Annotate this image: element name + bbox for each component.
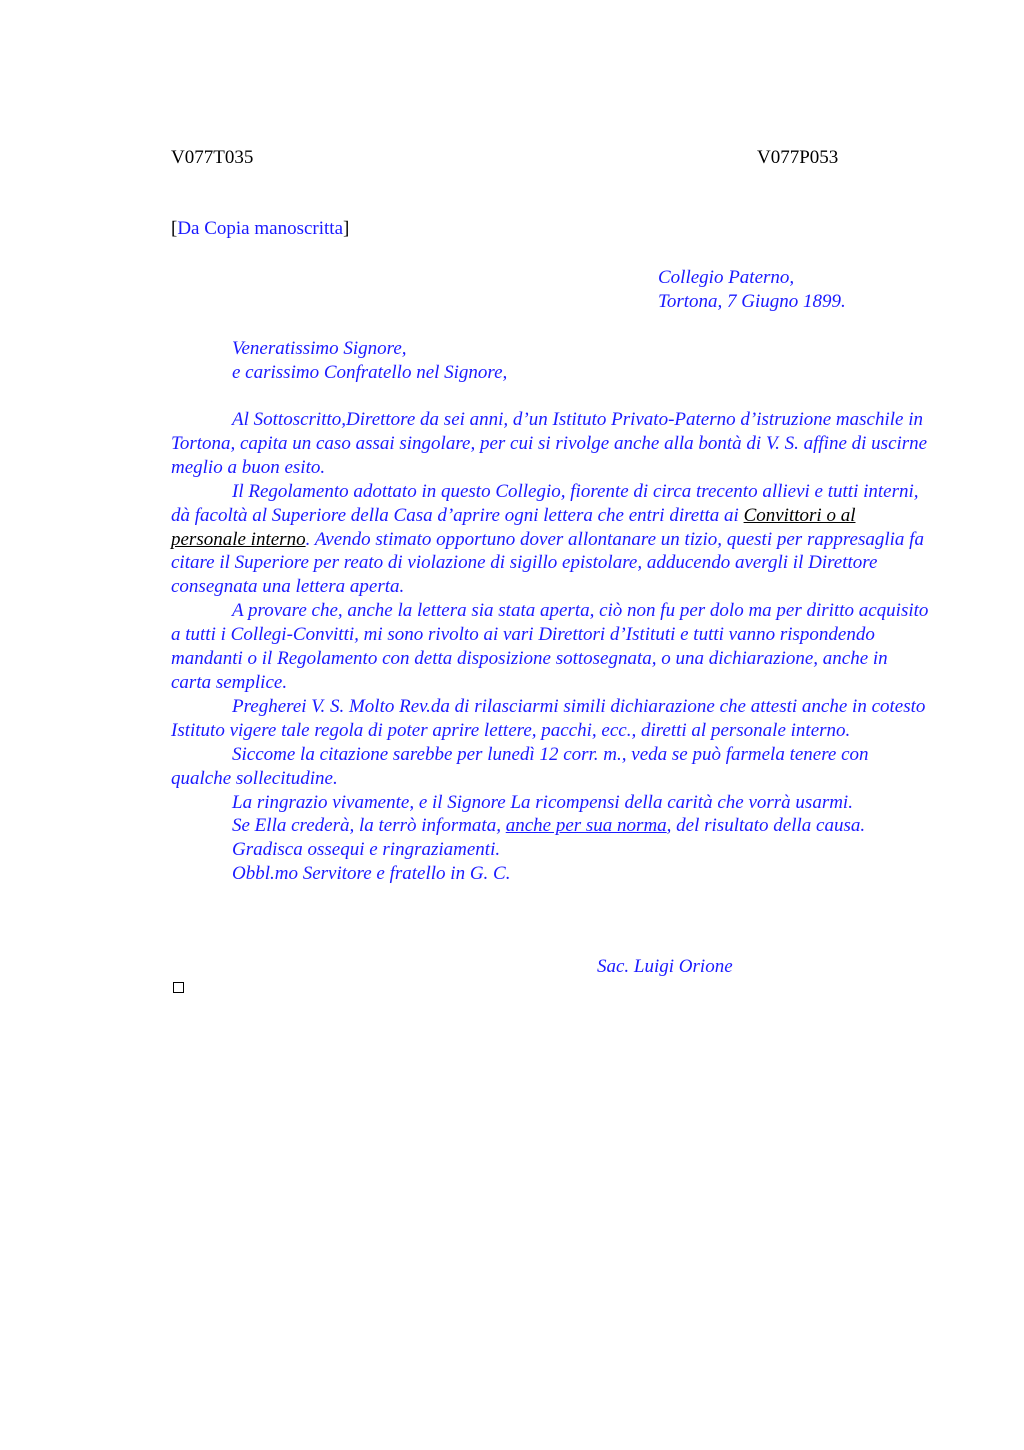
source-close-bracket: ] <box>343 218 350 239</box>
salutation-line-2: e carissimo Confratello nel Signore, <box>232 362 508 383</box>
letter-body <box>171 408 931 886</box>
empty-square-icon <box>173 982 184 993</box>
source-open-bracket: [ <box>171 218 178 239</box>
underlined-phrase-norma: anche per sua norma <box>505 815 667 837</box>
body-paragraph-7 <box>171 814 931 838</box>
place-line: Collegio Paterno, <box>658 267 795 288</box>
body-paragraph-2-end: . Avendo stimato opportuno dover allontanare un tizio, questi per rappresaglia fa citare il Superiore per reato di violazione di sigillo epistolare, adducendo avergli il Direttore consegnata una lettera aperta. <box>171 528 924 598</box>
body-paragraph-5: Siccome la citazione sarebbe per lunedì 12 corr. m., veda se può farmela tenere con qualche sollecitudine. <box>171 743 869 789</box>
signature: Sac. Luigi Orione <box>597 956 733 977</box>
date-line: Tortona, 7 Giugno 1899. <box>658 291 846 312</box>
source-text: Da Copia manoscritta <box>177 218 344 239</box>
underlined-phrase-convittori: Convittori o al personale interno <box>171 504 856 550</box>
document-code-left: V077T035 <box>171 147 254 168</box>
place-date <box>658 266 846 314</box>
letter-page <box>171 0 931 1450</box>
body-paragraph-2-start: Il Regolamento adottato in questo Collegio, fiorente di circa trecento allievi e tutti interni, dà facoltà al Superiore della Casa d’aprire ogni lettera che entri diretta ai <box>171 480 919 526</box>
body-paragraph-1: Al Sottoscritto,Direttore da sei anni, d’un Istituto Privato-Paterno d’istruzione maschile in Tortona, capita un caso assai singolare, per cui si rivolge anche alla bontà di V. S. affine di uscirne meglio a buon esito. <box>171 409 928 478</box>
body-paragraph-7-end: , del risultato della causa. <box>666 815 866 837</box>
body-paragraph-8: Gradisca ossequi e ringraziamenti. <box>232 839 501 861</box>
body-paragraph-9: Obbl.mo Servitore e fratello in G. C. <box>232 863 511 885</box>
body-paragraph-4: Pregherei V. S. Molto Rev.da di rilasciarmi simili dichiarazione che attesti anche in cotesto Istituto vigere tale regola di poter aprire lettere, pacchi, ecc., diretti al personale interno. <box>171 695 926 741</box>
body-paragraph-6: La ringrazio vivamente, e il Signore La ricompensi della carità che vorrà usarmi. <box>232 791 853 813</box>
salutation-line-1: Veneratissimo Signore, <box>232 338 407 359</box>
document-code-right: V077P053 <box>757 147 839 168</box>
body-paragraph-2 <box>171 480 931 600</box>
body-paragraph-7-start: Se Ella crederà, la terrò informata, <box>232 815 506 837</box>
source-note <box>171 217 349 241</box>
body-paragraph-3: A provare che, anche la lettera sia stata aperta, ciò non fu per dolo ma per diritto acquisito a tutti i Collegi-Convitti, mi sono rivolto ai vari Direttori d’Istituti e tutti vanno rispondendo mandanti o il Regolamento con detta disposizione sottosegnata, o una dichiarazione, anche in carta semplice. <box>171 600 929 693</box>
salutation <box>232 337 507 385</box>
